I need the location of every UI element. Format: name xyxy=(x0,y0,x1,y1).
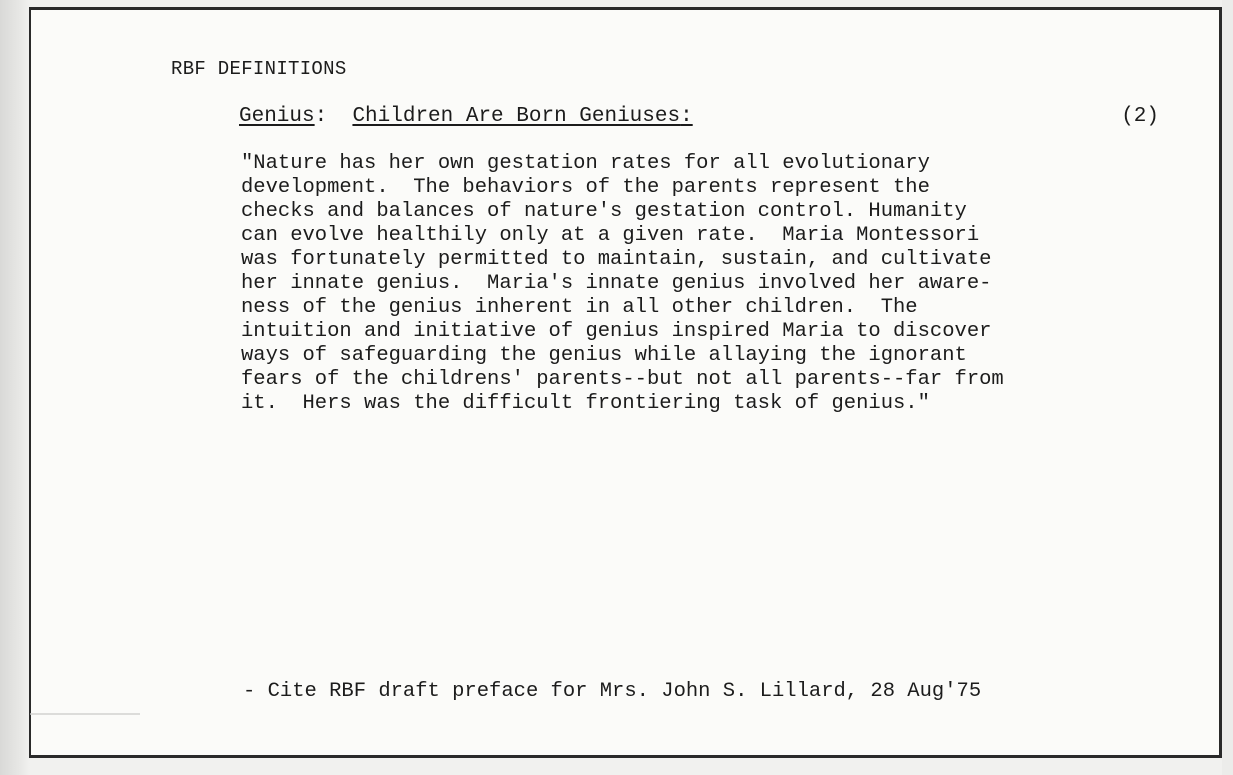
quote-line: development. The behaviors of the parents represent the xyxy=(241,176,930,199)
quote-line: her innate genius. Maria's innate genius involved her aware- xyxy=(241,272,992,295)
card-edge-margin xyxy=(1222,0,1233,775)
document-header: RBF DEFINITIONS xyxy=(171,58,347,80)
quote-line: can evolve healthily only at a given rate. Maria Montessori xyxy=(241,224,980,247)
quote-block xyxy=(241,152,1141,416)
quote-line: ways of safeguarding the genius while allaying the ignorant xyxy=(241,344,967,367)
quote-line: ness of the genius inherent in all other children. The xyxy=(241,296,918,319)
quote-line: it. Hers was the difficult frontiering task of genius." xyxy=(241,392,930,415)
entry-title: Children Are Born Geniuses xyxy=(352,105,681,128)
citation: - Cite RBF draft preface for Mrs. John S. Lillard, 28 Aug'75 xyxy=(243,680,982,703)
entry-separator: : xyxy=(314,105,353,128)
entry-title-end: : xyxy=(680,105,693,128)
quote-line: checks and balances of nature's gestation control. Humanity xyxy=(241,200,967,223)
entry-title-row xyxy=(239,105,1159,128)
quote-line: was fortunately permitted to maintain, sustain, and cultivate xyxy=(241,248,992,271)
scan-artifact-line xyxy=(30,713,140,715)
entry-term: Genius xyxy=(239,105,315,128)
quote-line: intuition and initiative of genius inspired Maria to discover xyxy=(241,320,992,343)
quote-line: "Nature has her own gestation rates for all evolutionary xyxy=(241,152,930,175)
page-number: (2) xyxy=(1121,105,1159,128)
quote-line: fears of the childrens' parents--but not all parents--far from xyxy=(241,368,1004,391)
